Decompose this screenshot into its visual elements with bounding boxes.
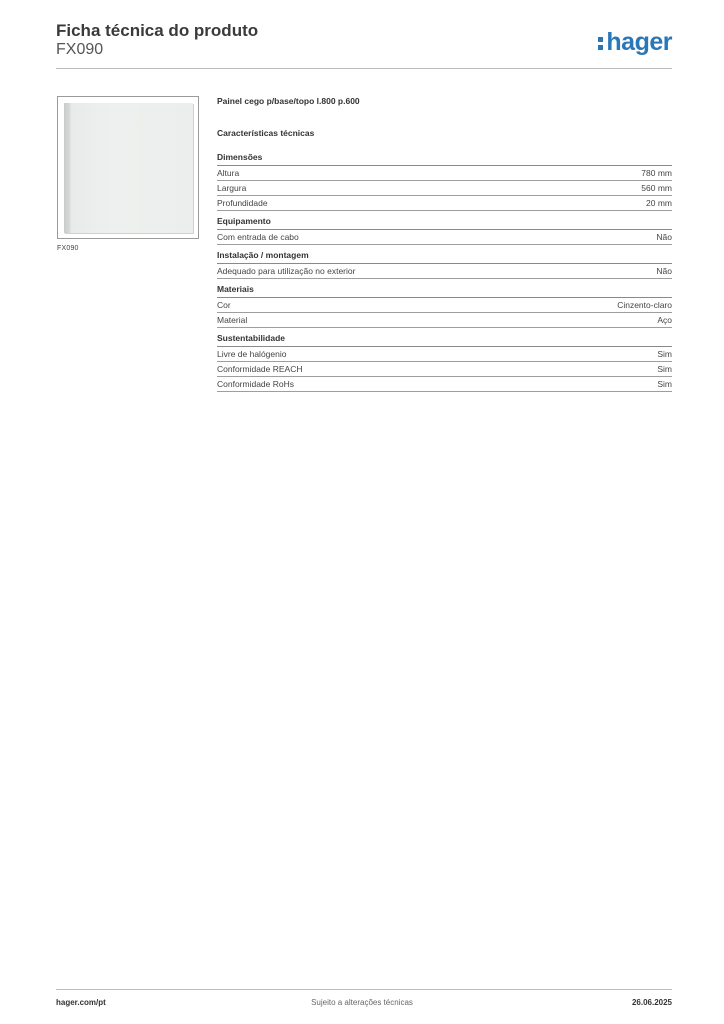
- spec-value: 780 mm: [641, 168, 672, 178]
- spec-group-heading: Dimensões: [217, 150, 672, 166]
- spec-label: Altura: [217, 168, 240, 178]
- spec-row: [217, 347, 672, 362]
- page-title: Ficha técnica do produto: [56, 21, 259, 40]
- header-divider: [56, 68, 672, 69]
- spec-label: Conformidade REACH: [217, 364, 303, 374]
- footer-divider: [56, 989, 672, 990]
- product-code-subtitle: FX090: [56, 41, 104, 58]
- spec-group: [217, 282, 672, 328]
- spec-group-heading: Materiais: [217, 282, 672, 298]
- spec-group: [217, 150, 672, 211]
- spec-label: Cor: [217, 300, 231, 310]
- spec-row: [217, 377, 672, 392]
- spec-group-heading: Sustentabilidade: [217, 331, 672, 347]
- spec-value: Sim: [657, 379, 672, 389]
- spec-row: [217, 298, 672, 313]
- spec-row: [217, 196, 672, 211]
- footer-notice: Sujeito a alterações técnicas: [311, 998, 413, 1007]
- spec-group-heading: Equipamento: [217, 214, 672, 230]
- spec-row: [217, 362, 672, 377]
- spec-value: Sim: [657, 364, 672, 374]
- spec-label: Livre de halógenio: [217, 349, 287, 359]
- specs-heading: Características técnicas: [217, 128, 315, 138]
- spec-group: [217, 331, 672, 392]
- spec-row: [217, 264, 672, 279]
- product-image-caption: FX090: [57, 245, 79, 252]
- spec-row: [217, 230, 672, 245]
- spec-value: Não: [656, 266, 672, 276]
- spec-group: [217, 214, 672, 245]
- spec-groups: [217, 150, 672, 392]
- spec-label: Largura: [217, 183, 247, 193]
- logo-text: hager: [606, 28, 672, 56]
- hager-logo: [598, 28, 672, 56]
- spec-value: 560 mm: [641, 183, 672, 193]
- spec-label: Conformidade RoHs: [217, 379, 295, 389]
- spec-group: [217, 248, 672, 279]
- footer-website-link[interactable]: hager.com/pt: [56, 998, 106, 1007]
- spec-value: Cinzento-claro: [617, 300, 672, 310]
- spec-label: Profundidade: [217, 198, 268, 208]
- spec-row: [217, 166, 672, 181]
- content-column: [217, 96, 672, 395]
- spec-value: Não: [656, 232, 672, 242]
- logo-colon-mark: [598, 36, 603, 50]
- footer-date: 26.06.2025: [631, 998, 672, 1007]
- spec-value: Aço: [657, 315, 672, 325]
- spec-value: Sim: [657, 349, 672, 359]
- spec-row: [217, 313, 672, 328]
- blank-panel-picture: [64, 103, 193, 233]
- spec-label: Com entrada de cabo: [217, 232, 299, 242]
- spec-label: Adequado para utilização no exterior: [217, 266, 356, 276]
- spec-group-heading: Instalação / montagem: [217, 248, 672, 264]
- spec-value: 20 mm: [646, 198, 672, 208]
- spec-row: [217, 181, 672, 196]
- product-description: Painel cego p/base/topo l.800 p.600: [217, 96, 360, 106]
- spec-label: Material: [217, 315, 248, 325]
- product-image: [57, 96, 199, 239]
